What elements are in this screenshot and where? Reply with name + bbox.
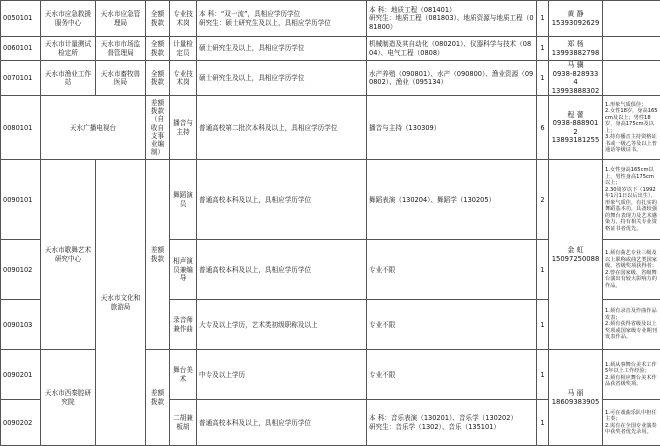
contact-name: 马 骥	[551, 61, 600, 70]
notes	[603, 61, 660, 96]
contact-cell	[549, 96, 603, 160]
headcount: 1	[537, 400, 549, 446]
department-name: 天水市市场监督管理局	[96, 37, 146, 61]
unit-name: 天水广播电视台	[41, 96, 146, 160]
unit-name: 天水市渔业工作站	[41, 61, 96, 96]
headcount: 1	[537, 61, 549, 96]
headcount: 2	[537, 160, 549, 240]
table-row	[1, 1, 660, 37]
education-requirement: 普通高校本科及以上，具相应学历学位	[197, 400, 367, 446]
funding-method: 差额拨款	[146, 160, 170, 350]
headcount: 1	[537, 240, 549, 300]
notes: 1.须有录音及作曲作品发表； 2.须有获得省级及以上奖项或国家级专业期刊发表作品。	[603, 300, 660, 350]
contact-phone: 0938-8289334 13993888302	[551, 70, 600, 95]
post-name: 舞蹈演员	[170, 160, 197, 240]
contact-phone: 18609383905	[551, 398, 600, 406]
table-row	[1, 160, 660, 240]
education-requirement: 硕士研究生及以上，具相应学历学位	[197, 61, 367, 96]
major-requirement: 水产养殖（090801）、水产（090800）、渔业资源（090802）、渔业（095134）	[367, 61, 537, 96]
major-requirement: 机械制造及其自动化（080201）、仪器科学与技术（0804）、电气工程（0808）	[367, 37, 537, 61]
education-requirement: 普通高校第二批次本科及以上，具相应学历学位	[197, 96, 367, 160]
contact-phone: 15393092629	[551, 19, 600, 27]
funding-method: 全额拨款	[146, 61, 170, 96]
post-code: 0090102	[1, 240, 41, 300]
contact-name: 程 蕾	[551, 111, 600, 120]
notes: 1.形象气质俱佳； 2.女性18岁，身高165cm及以上；男性18岁，身高175cm及以上； 3.持有播音主持资格证书或一级乙等及以上普通话等级证书。	[603, 96, 660, 160]
unit-name: 天水市应急救援服务中心	[41, 1, 96, 37]
major-requirement: 本 科：地质工程（081401） 研究生：地质工程（081803）、地质资源与地质工程（081800）	[367, 1, 537, 37]
major-requirement: 播音与主持（130309）	[367, 96, 537, 160]
education-requirement: 中专及以上学历	[197, 350, 367, 400]
contact-cell	[549, 37, 603, 61]
post-name: 相声演员兼编导	[170, 240, 197, 300]
notes: 1.须有曲艺专业三级及以上职称或曲艺类国家级、省级奖项获得者； 2.曾在国家级、省级舞台演出有较大影响力的作品。	[603, 240, 660, 300]
post-code: 0050101	[1, 1, 41, 37]
post-name: 专业技术岗	[170, 61, 197, 96]
contact-cell	[549, 61, 603, 96]
major-requirement: 舞蹈表演（130204）、舞蹈学（130205）	[367, 160, 537, 240]
post-code: 0080101	[1, 96, 41, 160]
education-requirement: 普通高校本科及以上，具相应学历学位	[197, 160, 367, 240]
funding-method: 全额拨款	[146, 1, 170, 37]
funding-method: 差额拨款	[146, 350, 170, 446]
contact-name: 郑 杨	[551, 40, 600, 49]
funding-method: 全额拨款	[146, 37, 170, 61]
contact-cell	[549, 1, 603, 37]
contact-cell	[549, 350, 603, 446]
post-code: 0090101	[1, 160, 41, 240]
contact-phone: 15097250088	[551, 255, 600, 263]
major-requirement: 专业不限	[367, 300, 537, 350]
headcount: 1	[537, 300, 549, 350]
post-code: 0090201	[1, 350, 41, 400]
post-name: 播音与主持	[170, 96, 197, 160]
post-name: 二胡兼板胡	[170, 400, 197, 446]
education-requirement: 普通高校本科及以上，具相应学历学位	[197, 240, 367, 300]
table-row	[1, 37, 660, 61]
post-name: 录音师兼作曲	[170, 300, 197, 350]
notes: 1.可在戏曲乐队中担任主奏； 2.需有在全国专业演奏中获奖者优先录用。	[603, 400, 660, 446]
department-name: 天水市应急管理局	[96, 1, 146, 37]
contact-phone: 0938-8889012 13893181255	[551, 119, 600, 144]
notes: 1.须从事舞台美术工作5年以上工作经验； 2.须有相应舞台美术作品获省级奖项。	[603, 350, 660, 400]
education-requirement: 硕士研究生及以上，具相应学历学位	[197, 37, 367, 61]
table-row	[1, 61, 660, 96]
post-code: 0090202	[1, 400, 41, 446]
education-requirement: 大专及以上学历，艺术类初级职称及以上	[197, 300, 367, 350]
post-name: 计量检定员	[170, 37, 197, 61]
department-name: 天水市畜牧兽医局	[96, 61, 146, 96]
post-name: 舞台美术	[170, 350, 197, 400]
unit-name: 天水市西秦腔研究院	[41, 350, 96, 446]
contact-name: 黄 静	[551, 10, 600, 19]
post-code: 0090103	[1, 300, 41, 350]
headcount: 1	[537, 37, 549, 61]
major-requirement: 专业不限	[367, 350, 537, 400]
major-requirement: 本 科：音乐表演（130201）、音乐学（130202） 研究生：音乐学（1302）、音乐（135101）	[367, 400, 537, 446]
unit-name: 天水市歌舞艺术研究中心	[41, 160, 96, 350]
headcount: 1	[537, 1, 549, 37]
headcount: 6	[537, 96, 549, 160]
notes	[603, 37, 660, 61]
post-name: 专业技术岗	[170, 1, 197, 37]
contact-name: 马 丽	[551, 389, 600, 398]
table-row	[1, 96, 660, 160]
contact-phone: 13993882798	[551, 49, 600, 57]
headcount: 1	[537, 350, 549, 400]
contact-cell	[549, 160, 603, 350]
department-name: 天水市文化和旅游局	[96, 160, 146, 446]
major-requirement: 专业不限	[367, 240, 537, 300]
post-code: 0070101	[1, 61, 41, 96]
unit-name: 天水市计量测试检定所	[41, 37, 96, 61]
funding-method: 差额拨款（自收自支事业编制）	[146, 96, 170, 160]
post-code: 0060101	[1, 37, 41, 61]
contact-name: 金 虹	[551, 246, 600, 255]
education-requirement: 本 科：“双一流”，具相应学历学位 研究生：硕士研究生及以上，具相应学历学位	[197, 1, 367, 37]
notes	[603, 1, 660, 37]
notes: 1.女性身高165cm以上，男性身高175cm以上； 2.30周岁以下（1992年1月1日以后出生），形象气质佳，有扎实的舞蹈基本功，具备较强的舞台表现力及艺术感染力，持有相关专业资格证书者优先。	[603, 160, 660, 240]
